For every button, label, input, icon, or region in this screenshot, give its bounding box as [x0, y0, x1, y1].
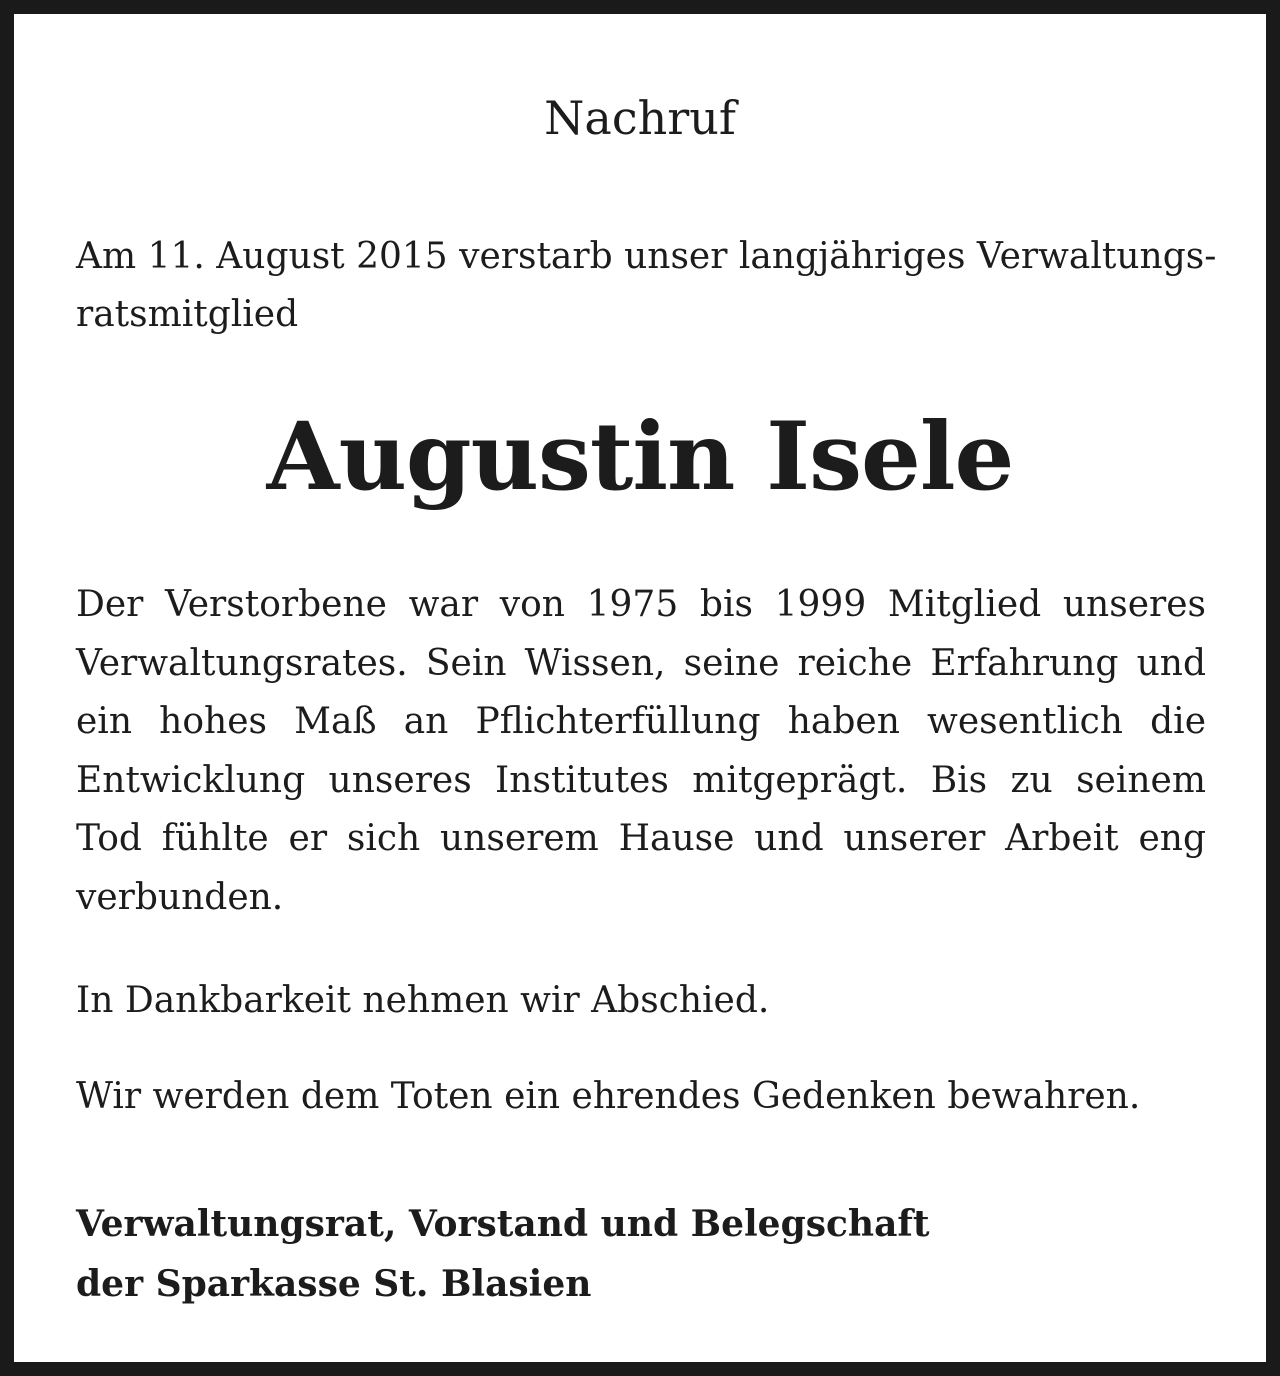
- signature-block: [76, 1194, 1206, 1314]
- signature-line: der Sparkasse St. Blasien: [76, 1263, 592, 1305]
- intro-line: ratsmitglied: [76, 294, 299, 335]
- deceased-name: Augustin Isele: [266, 402, 1014, 512]
- notice-heading: Nachruf: [544, 91, 736, 145]
- signature-line: Verwaltungsrat, Vorstand und Belegschaft: [76, 1203, 930, 1245]
- body-paragraph: Der Verstorbene war von 1975 bis 1999 Mitglied unseres Verwaltungsrates. Sein Wissen, seine reiche Erfahrung und ein hohes Maß an Pflichterfüllung haben wesentlich die Entwicklung unseres Institutes mitgeprägt. Bis zu seinem Tod fühlte er sich unserem Hause und unserer Arbeit eng verbunden.: [76, 584, 1206, 918]
- thanks-line: In Dankbarkeit nehmen wir Abschied.: [76, 980, 770, 1021]
- intro-paragraph: [76, 228, 1217, 344]
- intro-line: Am 11. August 2015 verstarb unser langjähriges Verwaltungs-: [76, 236, 1217, 277]
- remembrance-line: Wir werden dem Toten ein ehrendes Gedenken bewahren.: [76, 1076, 1141, 1117]
